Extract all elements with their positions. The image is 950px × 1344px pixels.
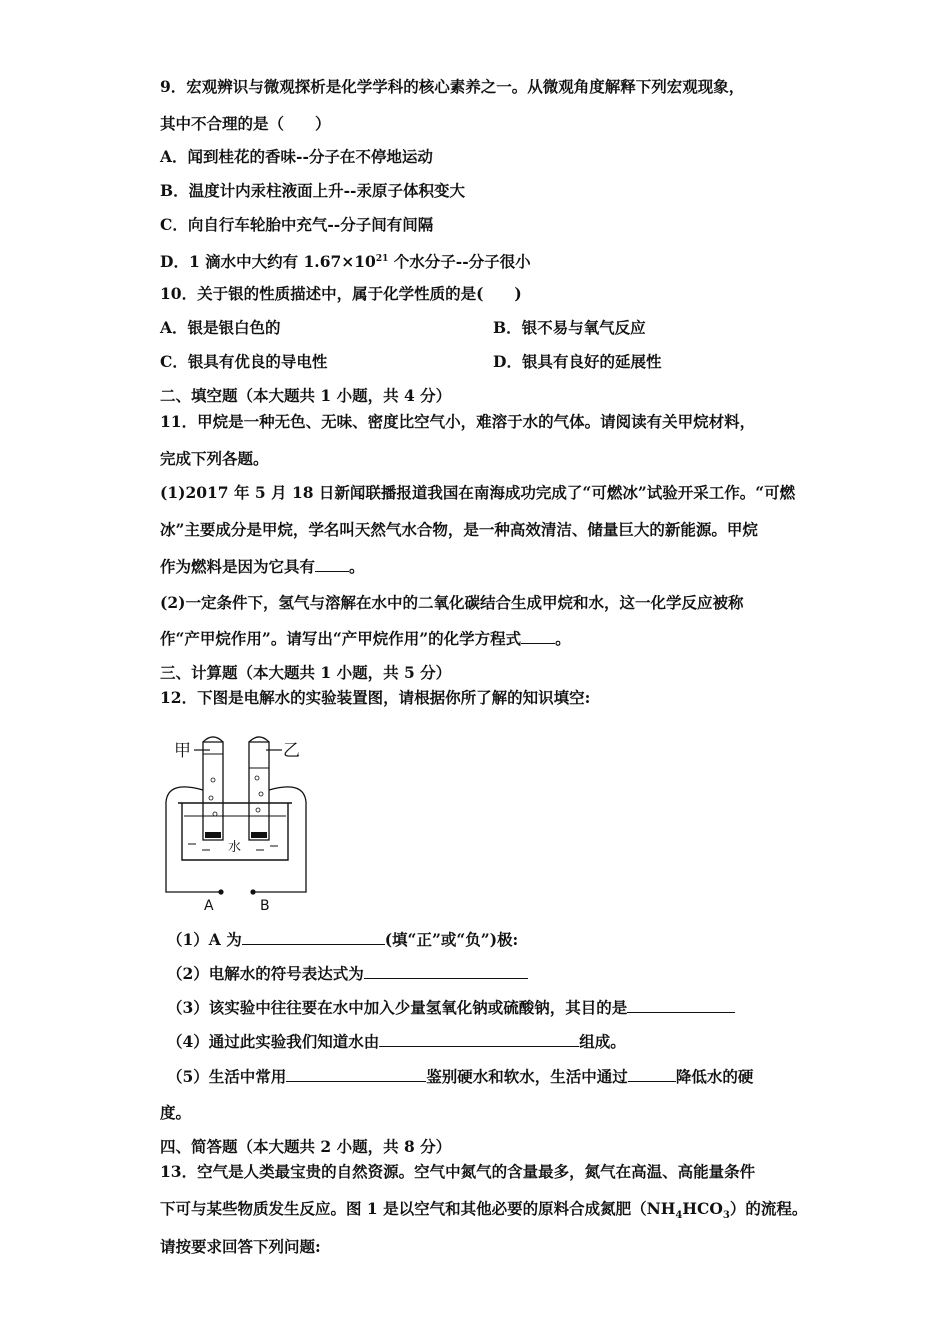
electrolysis-apparatus-diagram: [160, 728, 320, 918]
q9-stem-line1: 9．宏观辨识与微观探析是化学学科的核心素养之一。从微观角度解释下列宏观现象，: [160, 77, 745, 96]
q11-answer-blank-2[interactable]: [521, 629, 555, 644]
q11-part2-line2: [160, 629, 571, 649]
section-4-heading: 四、简答题（本大题共 2 小题，共 8 分）: [160, 1137, 452, 1156]
q10-option-b: B．银不易与氧气反应: [493, 318, 646, 337]
label-a: A: [204, 898, 214, 914]
q12-sub5-mid: 鉴别硬水和软水，生活中通过: [426, 1067, 628, 1086]
q11-answer-blank-1[interactable]: [315, 557, 349, 572]
q12-sub4: [167, 1032, 626, 1052]
q12-sub2-pre: （2）电解水的符号表达式为: [167, 964, 364, 983]
q13-line2: [160, 1199, 807, 1226]
q11-line2: 完成下列各题。: [160, 449, 269, 468]
q12-sub3-blank[interactable]: [627, 998, 735, 1013]
q12-stem: 12．下图是电解水的实验装置图，请根据你所了解的知识填空:: [160, 688, 591, 707]
q12-sub1-pre: （1）A 为: [167, 930, 242, 949]
q13-line2-sub2: 3: [722, 1210, 730, 1222]
q11-line1: 11．甲烷是一种无色、无味、密度比空气小，难溶于水的气体。请阅读有关甲烷材料，: [160, 412, 756, 431]
q9-option-d-post: 个水分子--分子很小: [388, 252, 531, 272]
q12-sub5: [167, 1067, 753, 1087]
q10-option-c: C．银具有优良的导电性: [160, 352, 328, 371]
q13-line2-post: ）的流程。: [729, 1199, 808, 1218]
label-water: 水: [228, 840, 242, 855]
label-jia: 甲: [174, 741, 191, 761]
q9-stem-line2: 其中不合理的是（ ）: [160, 114, 331, 133]
q11-part1-line3-post: 。: [349, 557, 365, 576]
q12-sub2-blank[interactable]: [364, 964, 528, 979]
q12-sub3-pre: （3）该实验中往往要在水中加入少量氢氧化钠或硫酸钠，其目的是: [167, 998, 628, 1017]
q10-option-d: D．银具有良好的延展性: [493, 352, 662, 371]
q12-sub5-blank-1[interactable]: [286, 1067, 426, 1082]
q9-option-c: C．向自行车轮胎中充气--分子间有间隔: [160, 215, 434, 234]
q13-line2-mid: HCO: [682, 1199, 723, 1218]
q12-sub1: [167, 930, 518, 950]
q9-option-d-pre: D．1 滴水中大约有 1.67×10: [160, 252, 376, 272]
label-b: B: [260, 898, 270, 914]
q12-sub2: [167, 964, 528, 984]
q10-stem: 10．关于银的性质描述中，属于化学性质的是( ): [160, 284, 522, 303]
q12-sub5-post: 降低水的硬: [675, 1067, 754, 1086]
q11-part2-line2-pre: 作“产甲烷作用”。请写出“产甲烷作用”的化学方程式: [160, 629, 522, 648]
q9-option-d-exponent: 21: [375, 254, 389, 264]
q13-line1: 13．空气是人类最宝贵的自然资源。空气中氮气的含量最多，氮气在高温、高能量条件: [160, 1162, 756, 1181]
q12-sub4-pre: （4）通过此实验我们知道水由: [167, 1032, 380, 1051]
q12-sub4-blank[interactable]: [379, 1032, 579, 1047]
section-3-heading: 三、计算题（本大题共 1 小题，共 5 分）: [160, 663, 452, 682]
q11-part2-line1: (2)一定条件下，氢气与溶解在水中的二氧化碳结合生成甲烷和水，这一化学反应被称: [160, 593, 744, 612]
q9-option-a: A．闻到桂花的香味--分子在不停地运动: [160, 147, 433, 166]
q12-sub4-post: 组成。: [579, 1032, 626, 1051]
q12-sub1-blank[interactable]: [242, 930, 385, 945]
q12-sub5-pre: （5）生活中常用: [167, 1067, 287, 1086]
section-2-heading: 二、填空题（本大题共 1 小题，共 4 分）: [160, 386, 452, 405]
q11-part1-line3-pre: 作为燃料是因为它具有: [160, 557, 316, 576]
q11-part1-line3: [160, 557, 365, 577]
q11-part1-line1: (1)2017 年 5 月 18 日新闻联播报道我国在南海成功完成了“可燃冰”试验开采工作。“可燃: [160, 483, 796, 502]
q11-part1-line2: 冰”主要成分是甲烷，学名叫天然气水合物，是一种高效清洁、储量巨大的新能源。甲烷: [160, 520, 758, 539]
q10-option-a: A．银是银白色的: [160, 318, 281, 337]
q11-part2-line2-post: 。: [555, 629, 571, 648]
q13-line3: 请按要求回答下列问题:: [160, 1237, 321, 1256]
q12-sub5-blank-2[interactable]: [628, 1067, 676, 1082]
q12-sub1-post: (填“正”或“负”)极:: [384, 930, 519, 949]
q12-sub5-line2: 度。: [160, 1103, 192, 1122]
q12-sub3: [167, 998, 735, 1018]
label-yi: 乙: [283, 741, 300, 761]
q13-line2-sub1: 4: [675, 1210, 683, 1222]
q9-option-d: [160, 249, 531, 272]
q13-line2-pre: 下可与某些物质发生反应。图 1 是以空气和其他必要的原料合成氮肥（NH: [160, 1199, 676, 1218]
q9-option-b: B．温度计内汞柱液面上升--汞原子体积变大: [160, 181, 465, 200]
